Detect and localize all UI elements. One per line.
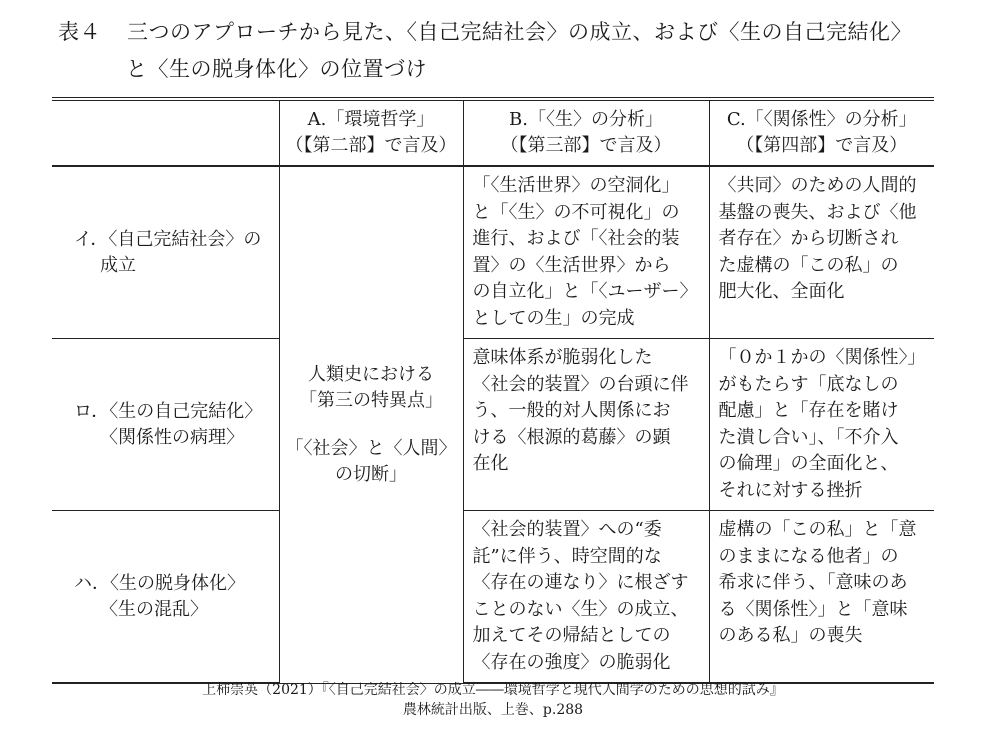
cell-c-i-line: 基盤の喪失、および〈他 — [718, 201, 917, 223]
cell-c-ro-line: 配慮」と「存在を賭け — [718, 400, 899, 421]
cell-b-ha-line: 〈存在の連なり〉に根ざす — [472, 572, 689, 593]
cell-c-ha-line: のままになる他者」の — [718, 545, 899, 567]
column-header-a — [279, 99, 463, 166]
column-a-line1: 人類史における — [308, 363, 434, 385]
comparison-table — [52, 97, 934, 684]
row-label-i-line1: イ．〈自己完結社会〉の — [74, 228, 262, 250]
column-a-spacer — [280, 414, 463, 436]
cell-c-ro-line: た潰し合い」、「不介入 — [718, 426, 899, 448]
citation-line1: 上柿崇英（2021）『〈自己完結社会〉の成立――環境哲学と現代人間学のための思想的試み』 — [202, 682, 784, 698]
column-header-b-note: （【第三部】で言及） — [500, 135, 672, 156]
cell-b-i-line: としての生」の完成 — [472, 307, 635, 329]
column-a-line4: の切断」 — [335, 463, 407, 485]
header-empty-cell — [52, 99, 279, 166]
citation-line2: 農林統計出版、上巻、p.288 — [402, 702, 584, 718]
cell-c-i-line: 者存在〉から切断され — [718, 228, 899, 249]
cell-b-ro-line: 意味体系が脆弱化した — [472, 347, 653, 368]
table-title-line2: と〈生の脱身体化〉の位置づけ — [126, 57, 427, 81]
column-header-c-note: （【第四部】で言及） — [736, 135, 908, 156]
table-number: 表４ — [58, 20, 101, 44]
column-header-b-title: B.「〈生〉の分析」 — [509, 109, 663, 130]
row-label-ro — [52, 339, 279, 511]
row-label-ro-line1: ロ．〈生の自己完結化〉 — [74, 400, 263, 422]
table-title-line1 — [58, 18, 912, 46]
cell-c-i-line: 〈共同〉のための人間的 — [718, 175, 917, 196]
cell-b-ro-line: 在化 — [472, 453, 509, 474]
row-label-ro-line2: 〈関係性の病理〉 — [100, 426, 244, 448]
cell-b-ha-line: 〈社会的装置〉への“委 — [472, 519, 662, 540]
cell-c-i — [709, 166, 934, 339]
cell-b-i-line: 置〉の〈生活世界〉から — [472, 254, 671, 276]
cell-b-i — [463, 166, 709, 339]
table-row-ro — [52, 339, 934, 511]
column-header-c-title: C.「〈関係性〉の分析」 — [726, 109, 917, 130]
cell-c-ha-line: のある私」の喪失 — [718, 625, 863, 646]
cell-c-i-line: た虚構の「この私」の — [718, 254, 899, 276]
row-label-ha — [52, 511, 279, 684]
cell-b-ro-line: う、一般的対人関係にお — [472, 400, 671, 421]
cell-b-i-line: と「〈生〉の不可視化」の — [472, 201, 680, 223]
table-header-row — [52, 99, 934, 166]
row-label-i-line2: 成立 — [100, 254, 136, 276]
column-header-b — [463, 99, 709, 166]
cell-b-ha-line: 〈存在の強度〉の脆弱化 — [472, 651, 671, 673]
row-label-i — [52, 166, 279, 339]
column-header-c — [709, 99, 934, 166]
cell-c-ro-line: それに対する挫折 — [718, 479, 863, 501]
cell-c-ha-line: 虚構の「この私」と「意 — [718, 519, 917, 540]
cell-b-ro-line: ける〈根源的葛藤〉の顕 — [472, 426, 671, 448]
cell-b-ha-line: ことのない〈生〉の成立、 — [472, 598, 689, 620]
cell-b-ro-line: 〈社会的装置〉の台頭に伴 — [472, 373, 689, 395]
cell-b-ha-line: 託”に伴う、時空間的な — [472, 545, 662, 567]
cell-b-i-line: 「〈生活世界〉の空洞化」 — [472, 175, 680, 196]
table-row-ha — [52, 511, 934, 684]
cell-c-ro-line: 「０か１かの〈関係性〉」 — [718, 347, 926, 368]
row-label-ha-line2: 〈生の混乱〉 — [100, 598, 208, 620]
cell-c-ha-line: 希求に伴う、「意味のあ — [718, 572, 908, 593]
column-a-line3: 「〈社会〉と〈人間〉 — [285, 437, 457, 459]
cell-b-i-line: の自立化」と「〈ユーザー〉 — [472, 281, 698, 302]
cell-b-ro — [463, 339, 709, 511]
cell-c-ro-line: の倫理」の全面化と、 — [718, 453, 899, 474]
cell-c-i-line: 肥大化、全面化 — [718, 281, 845, 302]
table-title-text: 三つのアプローチから見た、〈自己完結社会〉の成立、および〈生の自己完結化〉 — [127, 20, 912, 44]
column-a-merged-cell — [279, 166, 463, 683]
cell-b-ha — [463, 511, 709, 684]
column-header-a-note: （【第二部】で言及） — [285, 135, 457, 156]
cell-b-ha-line: 加えてその帰結としての — [472, 625, 671, 646]
cell-c-ha-line: る〈関係性〉」と「意味 — [718, 598, 908, 620]
cell-c-ro-line: がもたらす「底なしの — [718, 373, 899, 395]
column-header-a-title: A.「環境哲学」 — [307, 109, 435, 130]
column-a-line2: 「第三の特異点」 — [299, 389, 443, 411]
cell-c-ha — [709, 511, 934, 684]
row-label-ha-line1: ハ．〈生の脱身体化〉 — [74, 572, 245, 594]
table-row-i — [52, 166, 934, 339]
cell-c-ro — [709, 339, 934, 511]
cell-b-i-line: 進行、および「〈社会的装 — [472, 228, 680, 249]
